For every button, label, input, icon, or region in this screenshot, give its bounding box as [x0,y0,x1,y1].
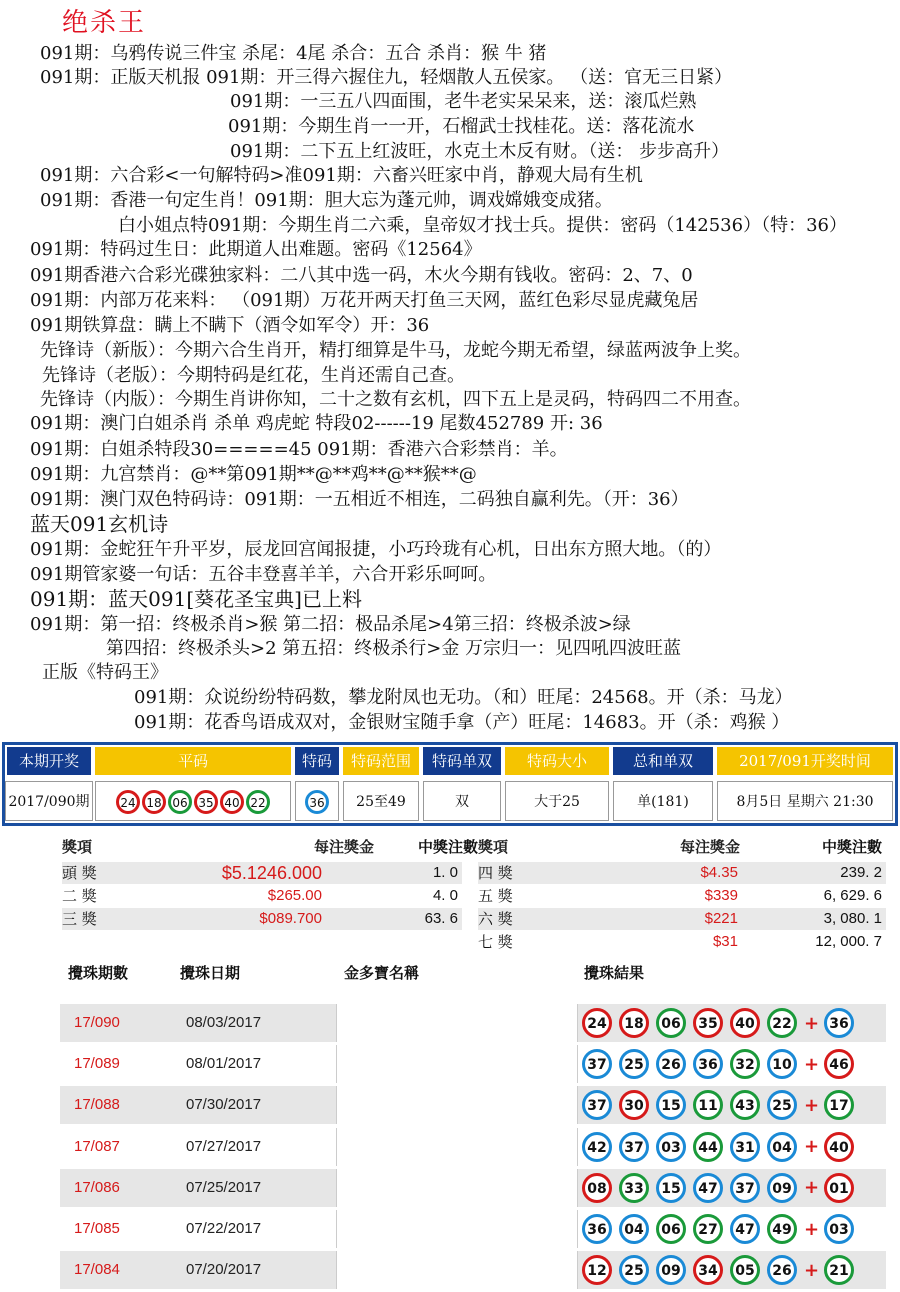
result-ball: 10 [767,1049,797,1079]
result-ball: 37 [582,1090,612,1120]
header-size: 特码大小 [505,747,609,775]
draw-number: 17/087 [74,1137,120,1155]
plus-sign: + [804,1259,820,1281]
draw-number: 17/084 [74,1261,120,1279]
result-special-ball: 21 [824,1255,854,1285]
result-ball: 18 [619,1008,649,1038]
result-ball: 06 [656,1008,686,1038]
text-line: 091期：乌鸦传说三件宝 杀尾：4尾 杀合：五合 杀肖：猴 牛 猪 [40,43,547,64]
results-col-date: 攪珠日期 [180,964,241,982]
result-ball: 43 [730,1090,760,1120]
results-col-result: 攪珠結果 [584,964,645,982]
table-row [60,1169,886,1207]
result-ball: 22 [767,1008,797,1038]
text-line: 091期：金蛇狂午升平岁，辰龙回宫闻报捷，小巧玲珑有心机，日出东方照大地。（的） [30,539,722,560]
text-line: 正版《特码王》 [42,662,168,683]
header-issue: 本期开奖 [7,747,91,775]
number-ball: 35 [194,790,218,814]
prize-count: 63. 6 [424,910,458,927]
prize-count: 4. 0 [432,887,458,904]
text-line: 蓝天091玄机诗 [30,512,169,536]
header-special: 特码 [295,747,339,775]
text-line: 091期：花香鸟语成双对，金银财宝随手拿（产）旺尾：14683。开（杀：鸡猴 ） [134,712,790,733]
special-ball-cell [295,781,339,821]
number-ball: 24 [116,790,140,814]
name-cell [336,1004,578,1042]
header-normal: 平码 [95,747,291,775]
text-line: 先锋诗（老版）：今期特码是红花，生肖还需自己查。 [42,365,465,386]
result-ball: 27 [693,1214,723,1244]
header-time: 2017/091开奖时间 [717,747,893,775]
result-special-ball: 03 [824,1214,854,1244]
result-ball: 25 [767,1090,797,1120]
draw-number: 17/089 [74,1055,120,1073]
result-ball: 04 [767,1132,797,1162]
name-cell [336,1169,578,1207]
result-ball: 35 [693,1008,723,1038]
text-line: 白小姐点特091期：今期生肖二六乘，皇帝奴才找士兵。提供：密码（142536）（特：36） [118,215,847,236]
plus-sign: + [804,1136,820,1158]
draw-result [582,1173,861,1203]
result-ball: 36 [693,1049,723,1079]
text-line: 091期：一三五八四面围，老牛老实呆呆来，送：滚瓜烂熟 [230,91,697,112]
result-ball: 31 [730,1132,760,1162]
result-ball: 04 [619,1214,649,1244]
prize-count: 3, 080. 1 [823,910,882,927]
name-cell [336,1045,578,1083]
text-line: 091期：众说纷纷特码数，攀龙附凤也无功。（和）旺尾：24568。开（杀：马龙） [134,687,793,708]
result-ball: 47 [693,1173,723,1203]
prize-name: 四 獎 [478,864,513,882]
plus-sign: + [804,1053,820,1075]
text-line: 091期：澳门双色特码诗：091期：一五相近不相连，二码独自赢利先。（开：36） [30,489,689,510]
prize-name: 二 獎 [62,887,97,905]
name-cell [336,1128,578,1166]
text-line: 第四招：终极杀头>2 第五招：终极杀行>金 万宗归一：见四吼四波旺蓝 [106,638,682,659]
sum-value: 单(181) [613,781,713,821]
size-value: 大于25 [505,781,609,821]
odd-even-value: 双 [423,781,501,821]
text-line: 091期管家婆一句话：五谷丰登喜羊羊，六合开彩乐呵呵。 [30,564,497,585]
draw-date: 08/01/2017 [186,1055,262,1073]
result-ball: 12 [582,1255,612,1285]
draw-date: 07/22/2017 [186,1220,262,1237]
time-value: 8月5日 星期六 21:30 [717,781,893,821]
header-sum: 总和单双 [613,747,713,775]
text-line: 091期：正版天机报 091期：开三得六握住九，轻烟散人五侯家。 （送：官无三日紧） [40,67,733,88]
prize-name: 頭 獎 [62,864,97,882]
result-ball: 40 [730,1008,760,1038]
text-line: 091期：九宫禁肖：@**第091期**@**鸡**@**猴**@ [30,464,477,485]
result-ball: 15 [656,1173,686,1203]
draw-date: 07/20/2017 [186,1261,262,1279]
text-line: 091期：第一招：终极杀肖>猴 第二招：极品杀尾>4第三招：终极杀波>绿 [30,614,631,635]
table-row [60,1210,886,1248]
result-ball: 26 [656,1049,686,1079]
result-ball: 11 [693,1090,723,1120]
draw-date: 08/03/2017 [186,1014,262,1031]
prize-amount: $4.35 [700,864,738,881]
text-line: 091期：二下五上红波旺，水克土木反有财。（送： 步步高升） [230,141,730,162]
prize-col-name: 獎項 [478,838,509,856]
prize-count: 6, 629. 6 [823,887,882,904]
draw-number: 17/085 [74,1220,120,1237]
results-col-no: 攪珠期數 [68,964,129,982]
result-ball: 06 [656,1214,686,1244]
prize-row [478,885,886,907]
plus-sign: + [804,1094,820,1116]
prize-name: 六 獎 [478,910,513,928]
plus-sign: + [804,1218,820,1240]
text-line: 091期铁算盘：瞒上不瞒下（酒令如军令）开：36 [30,315,430,336]
issue-value: 2017/090期 [5,781,93,821]
text-line: 091期：六合彩<一句解特码>准091期：六畜兴旺家中肖，静观大局有生机 [40,165,643,186]
table-row [60,1004,886,1042]
result-ball: 30 [619,1090,649,1120]
result-ball: 09 [767,1173,797,1203]
result-ball: 26 [767,1255,797,1285]
prize-header-right [478,836,886,858]
draw-date: 07/25/2017 [186,1178,262,1196]
draw-number: 17/090 [74,1014,120,1031]
header-odd-even: 特码单双 [423,747,501,775]
draw-number: 17/086 [74,1178,120,1196]
text-line: 091期：香港一句定生肖！091期：胆大忘为蓬元帅，调戏嫦娥变成猪。 [40,190,613,211]
result-ball: 44 [693,1132,723,1162]
plus-sign: + [804,1177,820,1199]
result-ball: 25 [619,1255,649,1285]
result-ball: 05 [730,1255,760,1285]
result-ball: 08 [582,1173,612,1203]
plus-sign: + [804,1012,820,1034]
prize-count: 12, 000. 7 [815,933,882,950]
prize-row [478,931,886,953]
prize-name: 七 獎 [478,933,513,951]
special-number-ball: 36 [305,790,329,814]
result-ball: 37 [582,1049,612,1079]
result-special-ball: 40 [824,1132,854,1162]
draw-result [582,1255,861,1285]
text-line: 091期：今期生肖一一开，石榴武士找桂花。送：落花流水 [228,116,695,137]
table-row [60,1251,886,1289]
results-col-name: 金多寶名稱 [344,964,420,982]
result-ball: 34 [693,1255,723,1285]
result-ball: 32 [730,1049,760,1079]
draw-result [582,1214,861,1244]
range-value: 25至49 [343,781,419,821]
prize-header-left [62,836,482,858]
prize-row [62,908,462,930]
result-ball: 24 [582,1008,612,1038]
result-ball: 49 [767,1214,797,1244]
result-ball: 33 [619,1173,649,1203]
header-range: 特码范围 [343,747,419,775]
table-row [60,1086,886,1124]
prize-row [478,908,886,930]
draw-result [582,1132,861,1162]
prize-amount: $089.700 [259,910,322,927]
prize-row [478,862,886,884]
result-special-ball: 17 [824,1090,854,1120]
draw-date: 07/27/2017 [186,1137,262,1155]
result-special-ball: 36 [824,1008,854,1038]
normal-balls [95,781,291,821]
prize-name: 五 獎 [478,887,513,905]
number-ball: 18 [142,790,166,814]
text-line: 091期：蓝天091[葵花圣宝典]已上料 [30,587,362,611]
prize-amount: $265.00 [267,887,322,904]
page-title: 绝杀王 [62,8,147,38]
draw-table [2,742,898,826]
text-line: 先锋诗（新版）：今期六合生肖开，精打细算是牛马，龙蛇今期无希望，绿蓝两波争上奖。 [40,340,751,361]
name-cell [336,1086,578,1124]
result-ball: 15 [656,1090,686,1120]
result-ball: 47 [730,1214,760,1244]
prize-col-amount: 每注獎金 [313,838,374,856]
prize-col-name: 獎項 [62,838,93,856]
name-cell [336,1251,578,1289]
table-row [60,1045,886,1083]
number-ball: 22 [246,790,270,814]
text-line: 091期香港六合彩光碟独家料：二八其中选一码，木火今期有钱收。密码：2、7、0 [30,265,693,286]
text-line: 091期：澳门白姐杀肖 杀单 鸡虎蛇 特段02------19 尾数452789 开: 36 [30,413,603,434]
result-ball: 42 [582,1132,612,1162]
draw-result [582,1049,861,1079]
result-ball: 36 [582,1214,612,1244]
prize-col-amount: 每注獎金 [679,838,740,856]
prize-row [62,862,462,884]
prize-name: 三 獎 [62,910,97,928]
prize-count: 239. 2 [840,864,882,881]
text-line: 091期：特码过生日：此期道人出难题。密码《12564》 [30,239,482,260]
prize-amount: $221 [704,910,738,927]
prize-col-count: 中獎注數 [417,838,478,856]
prize-count: 1. 0 [432,864,458,881]
text-line: 091期：白姐杀特段30=====45 091期：香港六合彩禁肖：羊。 [30,439,568,460]
prize-amount: $339 [704,887,738,904]
draw-result [582,1008,861,1038]
prize-row [62,885,462,907]
result-ball: 37 [619,1132,649,1162]
result-ball: 03 [656,1132,686,1162]
prize-amount: $31 [712,933,738,950]
result-special-ball: 46 [824,1049,854,1079]
result-ball: 25 [619,1049,649,1079]
number-ball: 06 [168,790,192,814]
number-ball: 40 [220,790,244,814]
prize-amount: $5.1246.000 [221,863,322,883]
draw-result [582,1090,861,1120]
name-cell [336,1210,578,1248]
prize-col-count: 中獎注數 [821,838,882,856]
draw-date: 07/30/2017 [186,1096,262,1114]
text-line: 091期：内部万花来料： （091期）万花开两天打鱼三天网，蓝红色彩尽显虎藏兔居 [30,290,699,311]
result-ball: 09 [656,1255,686,1285]
draw-number: 17/088 [74,1096,120,1114]
table-row [60,1128,886,1166]
result-ball: 37 [730,1173,760,1203]
text-line: 先锋诗（内版）：今期生肖讲你知，二十之数有玄机，四下五上是灵码，特码四二不用查。 [40,389,751,410]
result-special-ball: 01 [824,1173,854,1203]
